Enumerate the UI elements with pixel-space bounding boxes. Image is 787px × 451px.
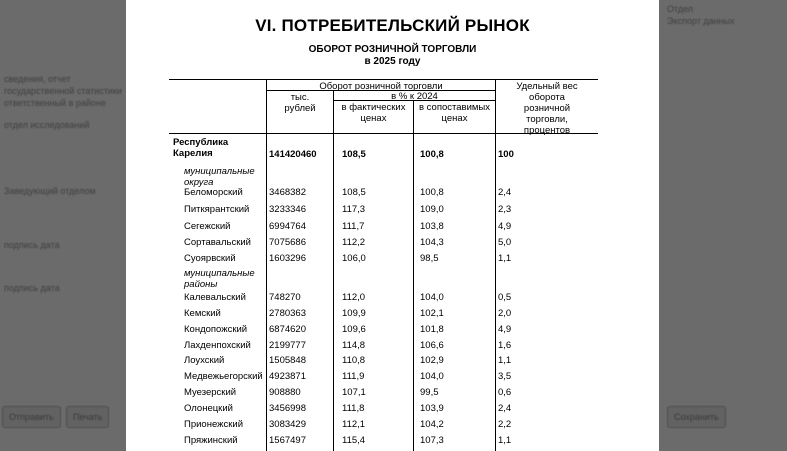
cell-actual: 111,8 [342, 403, 365, 414]
cell-actual: 115,4 [342, 435, 366, 446]
cell-actual: 108,5 [342, 187, 366, 198]
cell-rub: 1505848 [269, 355, 306, 366]
bg-text: ответственный в районе [4, 98, 106, 108]
cell-rub: 908880 [269, 387, 301, 398]
cell-comparable: 104,2 [420, 419, 444, 430]
cell-comparable: 103,8 [420, 221, 444, 232]
cell-rub: 141420460 [269, 149, 317, 160]
cell-actual: 114,8 [342, 340, 366, 351]
cell-actual: 112,2 [342, 237, 366, 248]
cell-rub: 3468382 [269, 187, 306, 198]
cell-name: Сортавальский [184, 237, 251, 248]
cell-rub: 3456998 [269, 403, 306, 414]
header-rub: тыс. рублей [284, 92, 316, 114]
document-page [126, 0, 659, 451]
table-title-main: ОБОРОТ РОЗНИЧНОЙ ТОРГОВЛИ [308, 44, 477, 55]
cell-actual: 109,9 [342, 308, 366, 319]
cell-name: Беломорский [184, 187, 243, 198]
cell-rub: 1567497 [269, 435, 306, 446]
cell-actual: 108,5 [342, 149, 366, 160]
header-share: Удельный вес оборота розничной торговли, процентов [516, 81, 578, 136]
cell-comparable: 100,8 [420, 149, 444, 160]
cell-comparable: 107,3 [420, 435, 444, 446]
table-title [126, 44, 659, 68]
cell-actual: 111,9 [342, 371, 365, 382]
cell-share: 4,9 [498, 324, 512, 335]
bg-text: Заведующий отделом [4, 186, 96, 196]
cell-comparable: 109,0 [420, 204, 444, 215]
cell-name: Олонецкий [184, 403, 233, 414]
bg-text: Экспорт данных [667, 16, 735, 26]
cell-name: Лахденпохский [184, 340, 251, 351]
cell-actual: 110,8 [342, 355, 366, 366]
table-top-rule [169, 79, 598, 80]
section-title: VI. ПОТРЕБИТЕЛЬСКИЙ РЫНОК [255, 16, 530, 35]
cell-share: 2,4 [498, 403, 512, 414]
cell-name: Медвежьегорский [184, 371, 263, 382]
cell-rub: 2780363 [269, 308, 306, 319]
cell-name: Пряжинский [184, 435, 238, 446]
header-comparable: в сопоставимых ценах [419, 102, 490, 124]
cell-share: 2,2 [498, 419, 512, 430]
cell-share: 2,4 [498, 187, 512, 198]
cell-share: 5,0 [498, 237, 512, 248]
cell-rub: 3083429 [269, 419, 306, 430]
bg-text: подпись дата [4, 283, 60, 293]
cell-share: 3,5 [498, 371, 512, 382]
cell-name: Республика Карелия [173, 137, 229, 159]
cell-name: Питкярантский [184, 204, 250, 215]
cell-name: Калевальский [184, 292, 246, 303]
header-actual: в фактических ценах [341, 102, 406, 124]
cell-comparable: 103,9 [420, 403, 444, 414]
cell-comparable: 102,1 [420, 308, 444, 319]
cell-comparable: 106,6 [420, 340, 444, 351]
cell-share: 2,3 [498, 204, 512, 215]
cell-actual: 109,6 [342, 324, 366, 335]
cell-rub: 1603296 [269, 253, 306, 264]
cell-comparable: 104,0 [420, 371, 444, 382]
cell-name: Кемский [184, 308, 221, 319]
cell-rub: 3233346 [269, 204, 306, 215]
cell-name: Прионежский [184, 419, 243, 430]
cell-comparable: 100,8 [420, 187, 444, 198]
cell-rub: 7075686 [269, 237, 306, 248]
cell-share: 0,5 [498, 292, 512, 303]
cell-actual: 117,3 [342, 204, 366, 215]
cell-name: Муезерский [184, 387, 237, 398]
bg-text: отдел исследований [4, 120, 90, 130]
bg-text: сведения, отчет [4, 74, 71, 84]
cell-rub: 4923871 [269, 371, 306, 382]
cell-name: Лоухский [184, 355, 225, 366]
column-rule [413, 100, 414, 451]
cell-rub: 6874620 [269, 324, 306, 335]
cell-comparable: 104,0 [420, 292, 444, 303]
cell-actual: 112,0 [342, 292, 366, 303]
cell-comparable: 98,5 [420, 253, 439, 264]
cell-name: Сегежский [184, 221, 231, 232]
cell-rub: 2199777 [269, 340, 306, 351]
cell-comparable: 99,5 [420, 387, 439, 398]
cell-share: 1,6 [498, 340, 512, 351]
cell-comparable: 104,3 [420, 237, 444, 248]
cell-share: 1,1 [498, 355, 512, 366]
background-button[interactable]: Сохранить [667, 406, 726, 428]
header-turnover: Оборот розничной торговли [319, 81, 443, 92]
cell-name: Кондопожский [184, 324, 248, 335]
cell-share: 4,9 [498, 221, 512, 232]
cell-rub: 6994764 [269, 221, 306, 232]
cell-share: 1,1 [498, 253, 512, 264]
column-rule [333, 90, 334, 451]
cell-name: Суоярвский [184, 253, 236, 264]
background-panel-right [659, 0, 787, 451]
background-button[interactable]: Печать [66, 406, 109, 428]
table-title-year: в 2025 году [364, 56, 421, 67]
cell-share: 0,6 [498, 387, 512, 398]
cell-share: 1,1 [498, 435, 512, 446]
cell-name: муниципальные округа [184, 166, 255, 188]
cell-actual: 107,1 [342, 387, 366, 398]
bg-text: Отдел [667, 4, 694, 14]
cell-share: 100 [498, 149, 514, 160]
cell-rub: 748270 [269, 292, 301, 303]
background-panel-left [0, 0, 126, 451]
cell-share: 2,0 [498, 308, 512, 319]
cell-actual: 111,7 [342, 221, 365, 232]
cell-comparable: 101,8 [420, 324, 444, 335]
cell-comparable: 102,9 [420, 355, 444, 366]
cell-actual: 106,0 [342, 253, 366, 264]
header-pct: в % к 2024 [391, 91, 438, 102]
background-button[interactable]: Отправить [2, 406, 61, 428]
cell-name: муниципальные районы [184, 268, 255, 290]
cell-actual: 112,1 [342, 419, 366, 430]
bg-text: подпись дата [4, 240, 60, 250]
bg-text: государственной статистики [4, 86, 122, 96]
